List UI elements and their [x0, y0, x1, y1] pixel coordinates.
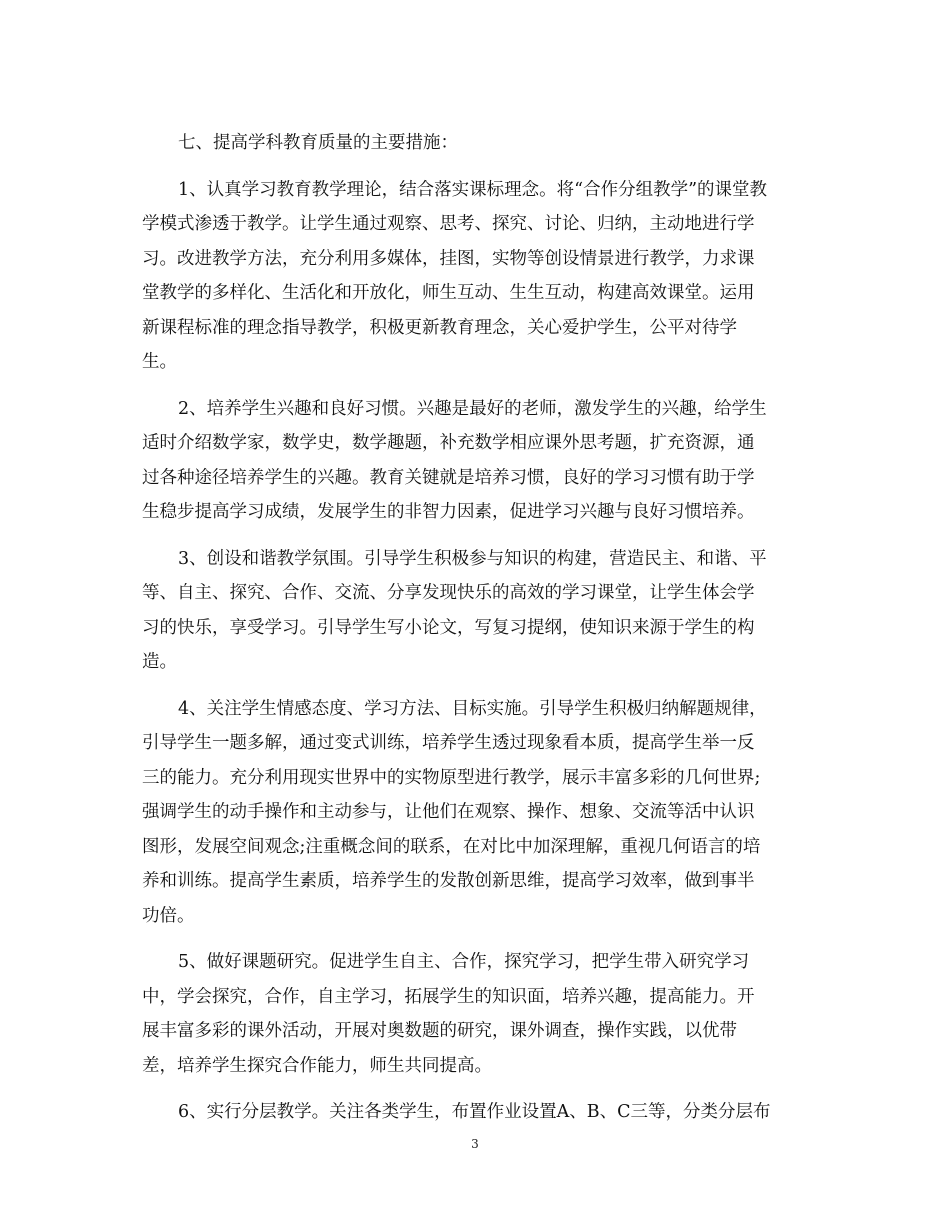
paragraph-line: 等、自主、探究、合作、交流、分享发现快乐的高效的学习课堂，让学生体会学 [142, 583, 755, 603]
paragraph-line: 生。 [142, 352, 177, 372]
paragraph-line: 功倍。 [142, 905, 195, 926]
paragraph-line: 三的能力。充分利用现实世界中的实物原型进行教学，展示丰富多彩的几何世界; [142, 767, 761, 788]
paragraph-line: 展丰富多彩的课外活动，开展对奥数题的研究，课外调查，操作实践，以优带 [142, 1021, 737, 1041]
paragraph-line: 过各种途径培养学生的兴趣。教育关键就是培养习惯，良好的学习习惯有助于学 [142, 467, 755, 488]
section-heading: 七、提高学科教育质量的主要措施： [178, 133, 458, 153]
page-number: 3 [471, 1137, 479, 1151]
paragraph-gap [142, 530, 808, 542]
paragraph-4 [142, 692, 808, 934]
paragraph-line: 5、做好课题研究。促进学生自主、合作，探究学习，把学生带入研究学习 [178, 952, 750, 972]
paragraph-line: 引导学生一题多解，通过变式训练，培养学生透过现象看本质，提高学生举一反 [142, 733, 755, 753]
paragraph-line: 生稳步提高学习成绩，发展学生的非智力因素，促进学习兴趣与良好习惯培养。 [142, 502, 755, 522]
paragraph-line: 3、创设和谐教学氛围。引导学生积极参与知识的构建，营造民主、和谐、平 [178, 548, 767, 569]
paragraph-6 [142, 1095, 808, 1130]
paragraph-line: 堂教学的多样化、生活化和开放化，师生互动、生生互动，构建高效课堂。运用 [142, 283, 755, 303]
paragraph-3 [142, 542, 808, 680]
paragraph-line: 造。 [142, 652, 177, 672]
paragraph-gap [142, 1083, 808, 1095]
paragraph-gap [142, 161, 808, 173]
paragraph-line: 4、关注学生情感态度、学习方法、目标实施。引导学生积极归纳解题规律， [178, 698, 767, 719]
paragraph-line: 适时介绍数学家，数学史，数学趣题，补充数学相应课外思考题，扩充资源，通 [142, 433, 755, 453]
paragraph-line: 学模式渗透于教学。让学生通过观察、思考、探究、讨论、归纳，主动地进行学 [142, 214, 755, 234]
paragraph-line: 6、实行分层教学。关注各类学生，布置作业设置A、B、C三等，分类分层布 [178, 1102, 771, 1122]
paragraph-line: 中，学会探究，合作，自主学习，拓展学生的知识面，培养兴趣，提高能力。开 [142, 986, 755, 1007]
paragraph-line: 1、认真学习教育教学理论，结合落实课标理念。将“合作分组教学”的课堂教 [178, 179, 768, 200]
paragraph-line: 养和训练。提高学生素质，培养学生的发散创新思维，提高学习效率，做到事半 [142, 871, 755, 891]
paragraph-gap [142, 380, 808, 392]
paragraph-line: 新课程标准的理念指导教学，积极更新教育理念，关心爱护学生，公平对待学 [142, 317, 737, 338]
paragraph-2 [142, 392, 808, 530]
paragraph-5 [142, 945, 808, 1083]
paragraph-line: 差，培养学生探究合作能力，师生共同提高。 [142, 1055, 492, 1076]
paragraph-1 [142, 173, 808, 380]
paragraph-line: 习的快乐，享受学习。引导学生写小论文，写复习提纲，使知识来源于学生的构 [142, 617, 755, 638]
paragraph-line: 习。改进教学方法，充分利用多媒体，挂图，实物等创设情景进行教学，力求课 [142, 248, 755, 269]
paragraph-line: 图形，发展空间观念;注重概念间的联系，在对比中加深理解，重视几何语言的培 [142, 836, 761, 857]
page-content [142, 126, 808, 1130]
paragraph-gap [142, 680, 808, 692]
paragraph-gap [142, 933, 808, 945]
paragraph-line: 2、培养学生兴趣和良好习惯。兴趣是最好的老师，激发学生的兴趣，给学生 [178, 398, 767, 419]
paragraph-line: 强调学生的动手操作和主动参与，让他们在观察、操作、想象、交流等活中认识 [142, 802, 755, 822]
